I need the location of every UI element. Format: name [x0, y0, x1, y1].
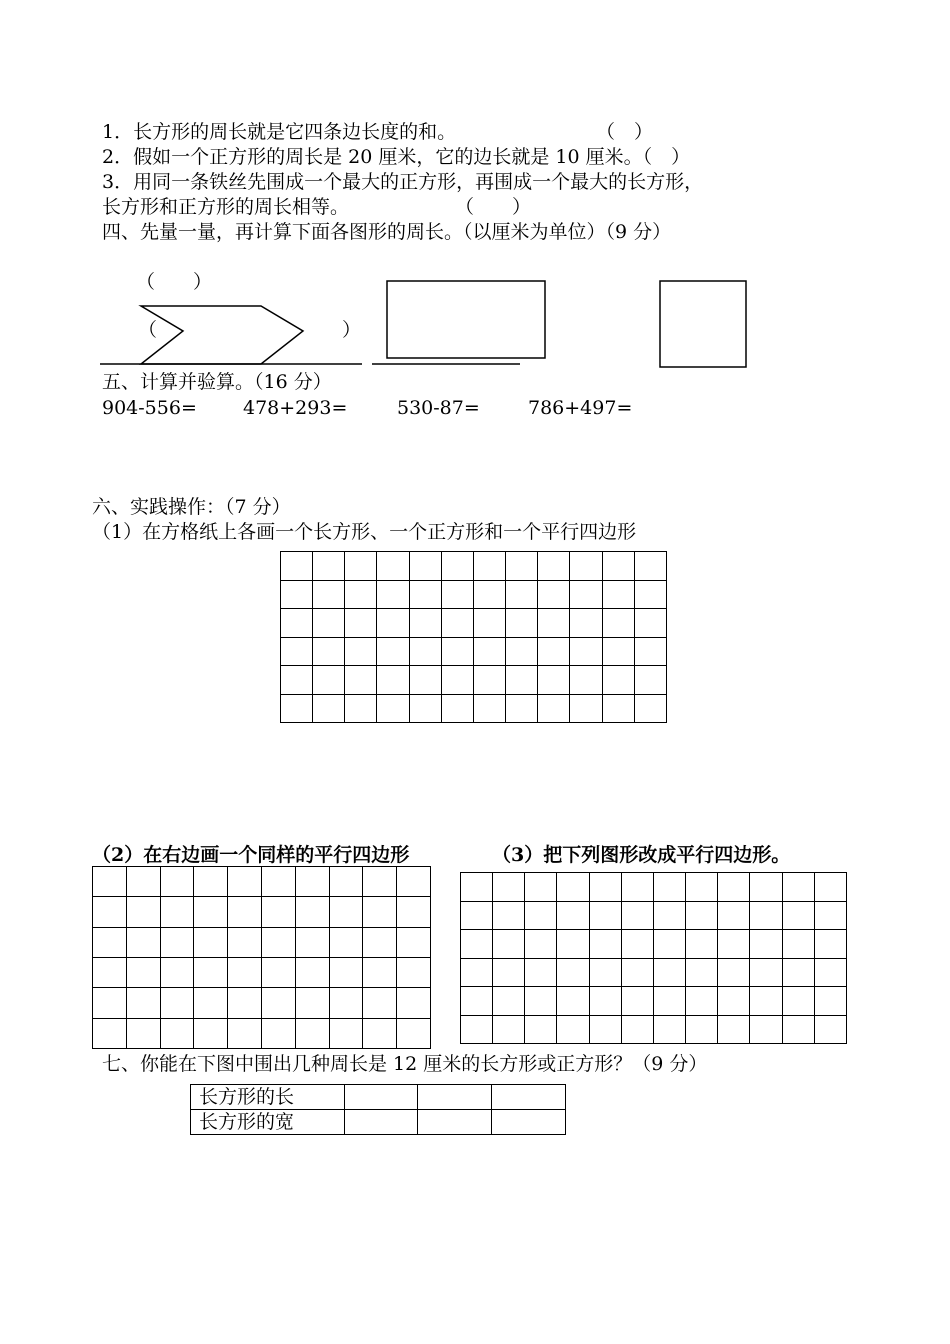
answer-paren-3[interactable]: （ ）	[455, 196, 532, 218]
grid-cell[interactable]	[228, 867, 262, 897]
grid-cell[interactable]	[557, 1015, 589, 1044]
grid-cell[interactable]	[602, 694, 634, 723]
grid-cell[interactable]	[602, 637, 634, 666]
grid-cell[interactable]	[538, 609, 570, 638]
grid-cell[interactable]	[602, 666, 634, 695]
question-3-line-2: 长方形和正方形的周长相等。	[102, 196, 350, 218]
grid-cell[interactable]	[653, 958, 685, 987]
grid-cell[interactable]	[782, 1015, 814, 1044]
grid-cell[interactable]	[441, 637, 473, 666]
grid-row	[281, 694, 667, 723]
grid-cell[interactable]	[686, 1015, 718, 1044]
grid-cell[interactable]	[621, 987, 653, 1016]
grid-cell[interactable]	[493, 987, 525, 1016]
grid-cell[interactable]	[634, 694, 666, 723]
grid-cell[interactable]	[377, 637, 409, 666]
grid-row	[93, 1018, 431, 1048]
grid-cell[interactable]	[718, 987, 750, 1016]
grid-cell[interactable]	[718, 1015, 750, 1044]
grid-cell[interactable]	[461, 958, 493, 987]
grid-row	[461, 873, 847, 902]
grid-row	[93, 957, 431, 987]
grid-cell[interactable]	[506, 694, 538, 723]
grid-cell[interactable]	[621, 873, 653, 902]
grid-cell[interactable]	[718, 930, 750, 959]
grid-cell[interactable]	[345, 609, 377, 638]
grid-cell[interactable]	[473, 609, 505, 638]
grid-cell[interactable]	[363, 988, 397, 1018]
grid-row	[93, 927, 431, 957]
grid-cell[interactable]	[126, 988, 160, 1018]
grid-cell[interactable]	[329, 867, 363, 897]
grid-cell[interactable]	[525, 958, 557, 987]
row-header-width: 长方形的宽	[191, 1110, 345, 1135]
grid-cell[interactable]	[397, 1018, 431, 1048]
grid-cell[interactable]	[538, 694, 570, 723]
calc-problem-2: 478+293=	[243, 397, 348, 419]
grid-cell[interactable]	[634, 637, 666, 666]
grid-cell[interactable]	[814, 901, 846, 930]
grid-cell[interactable]	[261, 867, 295, 897]
grid-cell[interactable]	[493, 958, 525, 987]
grid-cell[interactable]	[750, 987, 782, 1016]
grid-cell[interactable]	[461, 930, 493, 959]
grid-cell[interactable]	[557, 901, 589, 930]
grid-cell[interactable]	[634, 580, 666, 609]
grid-cell[interactable]	[686, 987, 718, 1016]
grid-cell[interactable]	[228, 957, 262, 987]
grid-cell[interactable]	[782, 901, 814, 930]
grid-cell[interactable]	[329, 927, 363, 957]
grid-cell[interactable]	[570, 666, 602, 695]
grid-cell[interactable]	[602, 580, 634, 609]
table-cell[interactable]	[344, 1085, 418, 1110]
grid-cell[interactable]	[493, 873, 525, 902]
grid-cell[interactable]	[557, 958, 589, 987]
grid-cell[interactable]	[160, 988, 194, 1018]
grid-cell[interactable]	[570, 580, 602, 609]
grid-cell[interactable]	[409, 552, 441, 581]
grid-cell[interactable]	[782, 930, 814, 959]
grid-cell[interactable]	[281, 666, 313, 695]
grid-cell[interactable]	[525, 987, 557, 1016]
grid-cell[interactable]	[814, 930, 846, 959]
calc-problem-4: 786+497=	[528, 397, 633, 419]
grid-cell[interactable]	[686, 873, 718, 902]
answer-paren-1[interactable]: （ ）	[596, 121, 654, 143]
grid-row	[461, 987, 847, 1016]
grid-cell[interactable]	[750, 930, 782, 959]
grid-cell[interactable]	[570, 637, 602, 666]
arrow-paren-left: （	[138, 319, 158, 341]
grid-cell[interactable]	[397, 927, 431, 957]
grid-cell[interactable]	[782, 958, 814, 987]
grid-cell[interactable]	[295, 1018, 329, 1048]
grid-cell[interactable]	[93, 897, 127, 927]
grid-cell[interactable]	[653, 930, 685, 959]
grid-cell[interactable]	[589, 958, 621, 987]
grid-cell[interactable]	[589, 987, 621, 1016]
square-shape	[660, 281, 746, 367]
grid-cell[interactable]	[329, 1018, 363, 1048]
grid-row	[461, 1015, 847, 1044]
grid-cell[interactable]	[377, 580, 409, 609]
grid-cell[interactable]	[750, 1015, 782, 1044]
grid-cell[interactable]	[686, 901, 718, 930]
grid-cell[interactable]	[409, 666, 441, 695]
question-1: 1．长方形的周长就是它四条边长度的和。	[102, 121, 457, 143]
grid-cell[interactable]	[686, 930, 718, 959]
grid-cell[interactable]	[634, 609, 666, 638]
grid-cell[interactable]	[525, 901, 557, 930]
grid-cell[interactable]	[461, 987, 493, 1016]
grid-cell[interactable]	[345, 694, 377, 723]
grid-cell[interactable]	[261, 1018, 295, 1048]
grid-row	[93, 867, 431, 897]
grid-cell[interactable]	[295, 988, 329, 1018]
grid-cell[interactable]	[295, 867, 329, 897]
grid-cell[interactable]	[295, 957, 329, 987]
grid-cell[interactable]	[409, 580, 441, 609]
grid-cell[interactable]	[397, 988, 431, 1018]
grid-cell[interactable]	[473, 552, 505, 581]
grid-cell[interactable]	[397, 897, 431, 927]
grid-cell[interactable]	[194, 957, 228, 987]
measure-figures	[0, 0, 950, 420]
grid-cell[interactable]	[686, 958, 718, 987]
grid-cell[interactable]	[525, 930, 557, 959]
grid-cell[interactable]	[493, 901, 525, 930]
grid-cell[interactable]	[313, 552, 345, 581]
grid-cell[interactable]	[506, 637, 538, 666]
grid-cell[interactable]	[261, 897, 295, 927]
grid-cell[interactable]	[621, 930, 653, 959]
grid-cell[interactable]	[194, 1018, 228, 1048]
grid-cell[interactable]	[377, 552, 409, 581]
grid-cell[interactable]	[473, 580, 505, 609]
grid-cell[interactable]	[228, 897, 262, 927]
grid-cell[interactable]	[653, 1015, 685, 1044]
grid-cell[interactable]	[93, 957, 127, 987]
grid-cell[interactable]	[345, 552, 377, 581]
grid-cell[interactable]	[126, 867, 160, 897]
grid-paper-1[interactable]	[280, 551, 667, 723]
grid-cell[interactable]	[295, 897, 329, 927]
grid-cell[interactable]	[602, 552, 634, 581]
grid-cell[interactable]	[397, 957, 431, 987]
grid-cell[interactable]	[160, 1018, 194, 1048]
grid-cell[interactable]	[718, 901, 750, 930]
grid-cell[interactable]	[441, 609, 473, 638]
grid-cell[interactable]	[621, 1015, 653, 1044]
grid-cell[interactable]	[329, 988, 363, 1018]
grid-cell[interactable]	[363, 867, 397, 897]
table-cell[interactable]	[492, 1110, 566, 1135]
grid-cell[interactable]	[589, 873, 621, 902]
grid-cell[interactable]	[313, 637, 345, 666]
grid-cell[interactable]	[281, 609, 313, 638]
grid-cell[interactable]	[570, 609, 602, 638]
grid-cell[interactable]	[461, 901, 493, 930]
grid-cell[interactable]	[634, 666, 666, 695]
grid-cell[interactable]	[261, 957, 295, 987]
grid-cell[interactable]	[718, 873, 750, 902]
grid-cell[interactable]	[782, 987, 814, 1016]
grid-cell[interactable]	[814, 987, 846, 1016]
grid-cell[interactable]	[441, 694, 473, 723]
grid-cell[interactable]	[441, 580, 473, 609]
grid-cell[interactable]	[194, 897, 228, 927]
grid-cell[interactable]	[228, 1018, 262, 1048]
grid-cell[interactable]	[621, 901, 653, 930]
grid-cell[interactable]	[473, 694, 505, 723]
grid-cell[interactable]	[363, 1018, 397, 1048]
grid-cell[interactable]	[473, 637, 505, 666]
grid-cell[interactable]	[93, 1018, 127, 1048]
grid-cell[interactable]	[506, 609, 538, 638]
grid-cell[interactable]	[814, 958, 846, 987]
grid-cell[interactable]	[750, 958, 782, 987]
task-3: （3）把下列图形改成平行四边形。	[492, 844, 791, 866]
grid-cell[interactable]	[409, 694, 441, 723]
grid-cell[interactable]	[461, 1015, 493, 1044]
arrow-paren-top[interactable]: （ ）	[136, 271, 213, 293]
grid-row	[93, 897, 431, 927]
task-1: （1）在方格纸上各画一个长方形、一个正方形和一个平行四边形	[92, 521, 637, 543]
grid-cell[interactable]	[570, 552, 602, 581]
grid-cell[interactable]	[634, 552, 666, 581]
grid-cell[interactable]	[397, 867, 431, 897]
grid-cell[interactable]	[653, 873, 685, 902]
grid-cell[interactable]	[589, 901, 621, 930]
grid-row	[461, 901, 847, 930]
grid-cell[interactable]	[441, 552, 473, 581]
grid-cell[interactable]	[506, 580, 538, 609]
grid-cell[interactable]	[160, 867, 194, 897]
grid-cell[interactable]	[160, 897, 194, 927]
grid-cell[interactable]	[538, 666, 570, 695]
grid-paper-3[interactable]	[460, 872, 847, 1044]
grid-cell[interactable]	[538, 552, 570, 581]
grid-cell[interactable]	[295, 927, 329, 957]
grid-cell[interactable]	[281, 637, 313, 666]
grid-cell[interactable]	[538, 580, 570, 609]
grid-cell[interactable]	[194, 927, 228, 957]
calc-problem-1: 904-556=	[102, 397, 197, 419]
grid-cell[interactable]	[409, 637, 441, 666]
grid-cell[interactable]	[538, 637, 570, 666]
grid-cell[interactable]	[493, 1015, 525, 1044]
grid-row	[281, 580, 667, 609]
grid-cell[interactable]	[473, 666, 505, 695]
table-cell[interactable]	[418, 1085, 492, 1110]
grid-cell[interactable]	[228, 988, 262, 1018]
grid-cell[interactable]	[377, 694, 409, 723]
table-cell[interactable]	[492, 1085, 566, 1110]
grid-cell[interactable]	[557, 930, 589, 959]
grid-cell[interactable]	[377, 609, 409, 638]
section-6-title: 六、实践操作：（7 分）	[92, 496, 291, 518]
grid-cell[interactable]	[461, 873, 493, 902]
grid-cell[interactable]	[409, 609, 441, 638]
grid-paper-2[interactable]	[92, 866, 431, 1049]
grid-cell[interactable]	[126, 927, 160, 957]
task-2: （2）在右边画一个同样的平行四边形	[92, 844, 410, 866]
grid-cell[interactable]	[261, 988, 295, 1018]
grid-cell[interactable]	[750, 901, 782, 930]
grid-cell[interactable]	[363, 897, 397, 927]
question-3-line-1: 3．用同一条铁丝先围成一个最大的正方形，再围成一个最大的长方形，	[102, 171, 704, 193]
grid-cell[interactable]	[126, 1018, 160, 1048]
grid-cell[interactable]	[345, 637, 377, 666]
grid-cell[interactable]	[329, 957, 363, 987]
grid-cell[interactable]	[228, 927, 262, 957]
table-cell[interactable]	[344, 1110, 418, 1135]
grid-cell[interactable]	[281, 552, 313, 581]
table-row-width	[191, 1110, 566, 1135]
answer-table	[190, 1084, 566, 1135]
grid-cell[interactable]	[621, 958, 653, 987]
grid-cell[interactable]	[506, 552, 538, 581]
grid-cell[interactable]	[525, 873, 557, 902]
grid-cell[interactable]	[589, 930, 621, 959]
grid-cell[interactable]	[160, 957, 194, 987]
grid-cell[interactable]	[506, 666, 538, 695]
grid-cell[interactable]	[750, 873, 782, 902]
grid-cell[interactable]	[814, 1015, 846, 1044]
row-header-length: 长方形的长	[191, 1085, 345, 1110]
grid-cell[interactable]	[126, 957, 160, 987]
rectangle-shape	[387, 281, 545, 358]
grid-row	[281, 552, 667, 581]
grid-cell[interactable]	[313, 666, 345, 695]
grid-cell[interactable]	[557, 873, 589, 902]
grid-cell[interactable]	[160, 927, 194, 957]
grid-cell[interactable]	[345, 666, 377, 695]
grid-cell[interactable]	[653, 901, 685, 930]
grid-cell[interactable]	[589, 1015, 621, 1044]
grid-cell[interactable]	[814, 873, 846, 902]
grid-cell[interactable]	[557, 987, 589, 1016]
grid-cell[interactable]	[493, 930, 525, 959]
grid-cell[interactable]	[363, 927, 397, 957]
grid-cell[interactable]	[345, 580, 377, 609]
grid-cell[interactable]	[570, 694, 602, 723]
grid-cell[interactable]	[93, 867, 127, 897]
section-7-title: 七、你能在下图中围出几种周长是 12 厘米的长方形或正方形？（9 分）	[102, 1053, 708, 1075]
grid-cell[interactable]	[194, 867, 228, 897]
arrow-shape	[141, 306, 303, 364]
grid-row	[281, 637, 667, 666]
grid-cell[interactable]	[441, 666, 473, 695]
grid-row	[461, 958, 847, 987]
grid-cell[interactable]	[313, 609, 345, 638]
grid-cell[interactable]	[718, 958, 750, 987]
section-5-title: 五、计算并验算。（16 分）	[102, 371, 332, 393]
grid-cell[interactable]	[313, 580, 345, 609]
grid-cell[interactable]	[281, 694, 313, 723]
grid-cell[interactable]	[782, 873, 814, 902]
grid-cell[interactable]	[93, 927, 127, 957]
grid-cell[interactable]	[93, 988, 127, 1018]
grid-cell[interactable]	[377, 666, 409, 695]
table-row-length	[191, 1085, 566, 1110]
grid-cell[interactable]	[602, 609, 634, 638]
table-cell[interactable]	[418, 1110, 492, 1135]
grid-cell[interactable]	[126, 897, 160, 927]
grid-cell[interactable]	[261, 927, 295, 957]
grid-row	[281, 666, 667, 695]
question-2: 2．假如一个正方形的周长是 20 厘米，它的边长就是 10 厘米。（ ）	[102, 146, 691, 168]
calc-problem-3: 530-87=	[397, 397, 480, 419]
grid-row	[281, 609, 667, 638]
arrow-paren-right: ）	[342, 319, 362, 341]
grid-cell[interactable]	[281, 580, 313, 609]
grid-row	[93, 988, 431, 1018]
grid-cell[interactable]	[194, 988, 228, 1018]
section-4-title: 四、先量一量，再计算下面各图形的周长。（以厘米为单位）（9 分）	[102, 221, 672, 243]
grid-cell[interactable]	[329, 897, 363, 927]
grid-cell[interactable]	[653, 987, 685, 1016]
grid-cell[interactable]	[525, 1015, 557, 1044]
grid-row	[461, 930, 847, 959]
grid-cell[interactable]	[363, 957, 397, 987]
grid-cell[interactable]	[313, 694, 345, 723]
